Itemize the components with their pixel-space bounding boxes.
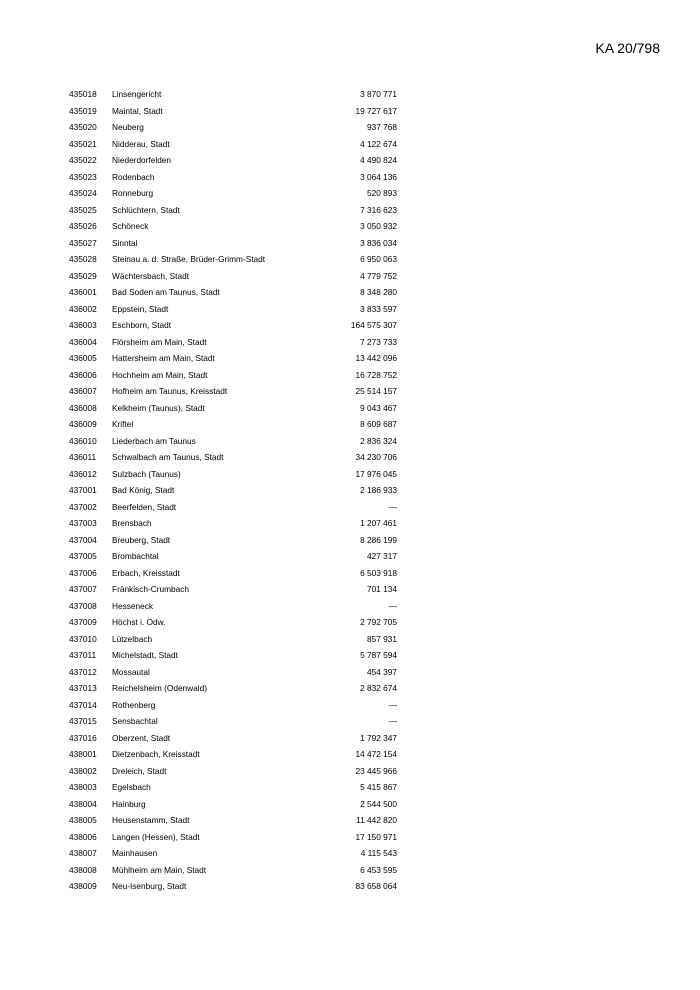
municipality-name: Beerfelden, Stadt bbox=[112, 501, 177, 512]
page-identifier: KA 20/798 bbox=[595, 40, 660, 56]
municipality-name: Hofheim am Taunus, Kreisstadt bbox=[112, 386, 228, 396]
amount-value: 17 150 971 bbox=[355, 831, 397, 842]
amount-value: 16 728 752 bbox=[355, 369, 397, 380]
municipality-code: 438003 bbox=[69, 782, 97, 792]
amount-value: 857 931 bbox=[367, 633, 397, 644]
table-row bbox=[69, 614, 397, 631]
amount-value: 13 442 096 bbox=[355, 353, 397, 363]
amount-value: 7 273 733 bbox=[360, 336, 397, 347]
municipality-name: Brombachtal bbox=[112, 551, 159, 561]
table-row bbox=[69, 301, 397, 318]
amount-value: 6 950 063 bbox=[360, 254, 397, 264]
table-row bbox=[69, 136, 397, 153]
amount-value: 3 064 136 bbox=[360, 171, 397, 182]
table-row bbox=[69, 845, 397, 862]
table-row bbox=[69, 796, 397, 813]
table-row bbox=[69, 878, 397, 895]
table-row bbox=[69, 185, 397, 202]
amount-value: 8 609 687 bbox=[360, 419, 397, 429]
municipality-name: Neu-Isenburg, Stadt bbox=[112, 881, 187, 891]
municipality-name: Heusenstamm, Stadt bbox=[112, 815, 190, 825]
table-row bbox=[69, 779, 397, 796]
table-row bbox=[69, 433, 397, 450]
table-row bbox=[69, 367, 397, 384]
municipality-code: 435021 bbox=[69, 138, 97, 149]
municipality-code: 436003 bbox=[69, 320, 97, 330]
municipality-table bbox=[69, 86, 397, 895]
municipality-name: Flörsheim am Main, Stadt bbox=[112, 336, 207, 347]
municipality-name: Mossautal bbox=[112, 666, 150, 677]
amount-value: 6 503 918 bbox=[360, 567, 397, 578]
municipality-code: 436005 bbox=[69, 353, 97, 363]
table-row bbox=[69, 697, 397, 714]
amount-value: 8 348 280 bbox=[360, 287, 397, 297]
municipality-code: 436002 bbox=[69, 303, 97, 314]
table-row bbox=[69, 251, 397, 268]
municipality-name: Fränkisch-Crumbach bbox=[112, 584, 189, 594]
amount-value: 2 544 500 bbox=[360, 798, 397, 809]
table-row bbox=[69, 152, 397, 169]
municipality-name: Schwalbach am Taunus, Stadt bbox=[112, 452, 224, 462]
municipality-code: 436007 bbox=[69, 386, 97, 396]
municipality-name: Bad König, Stadt bbox=[112, 485, 175, 495]
amount-value: 4 115 543 bbox=[360, 848, 397, 858]
municipality-name: Eppstein, Stadt bbox=[112, 303, 169, 314]
amount-value: 164 575 307 bbox=[350, 320, 397, 330]
amount-value: 9 043 467 bbox=[360, 402, 397, 413]
table-row bbox=[69, 730, 397, 747]
municipality-code: 437009 bbox=[69, 617, 97, 627]
municipality-code: 436010 bbox=[69, 435, 97, 446]
table-row bbox=[69, 169, 397, 186]
municipality-name: Egelsbach bbox=[112, 782, 151, 792]
amount-value: 3 836 034 bbox=[360, 237, 397, 248]
municipality-code: 437013 bbox=[69, 683, 97, 693]
municipality-name: Erbach, Kreisstadt bbox=[112, 567, 180, 578]
municipality-name: Rothenberg bbox=[112, 699, 156, 710]
municipality-name: Wächtersbach, Stadt bbox=[112, 270, 190, 281]
municipality-name: Mühlheim am Main, Stadt bbox=[112, 864, 207, 875]
table-row bbox=[69, 631, 397, 648]
municipality-code: 438004 bbox=[69, 798, 97, 809]
municipality-code: 437011 bbox=[69, 650, 97, 660]
municipality-code: 435026 bbox=[69, 221, 97, 231]
amount-value: 5 787 594 bbox=[360, 650, 397, 660]
municipality-code: 437006 bbox=[69, 567, 97, 578]
municipality-name: Linsengericht bbox=[112, 89, 162, 99]
municipality-code: 435024 bbox=[69, 188, 97, 198]
amount-value: 8 286 199 bbox=[360, 534, 397, 545]
table-row bbox=[69, 416, 397, 433]
municipality-code: 437015 bbox=[69, 716, 97, 726]
table-row bbox=[69, 829, 397, 846]
amount-value: 17 976 045 bbox=[355, 468, 397, 479]
municipality-name: Hochheim am Main, Stadt bbox=[112, 369, 208, 380]
amount-value: 454 397 bbox=[367, 666, 397, 677]
municipality-name: Ronneburg bbox=[112, 188, 154, 198]
table-row bbox=[69, 532, 397, 549]
table-row bbox=[69, 598, 397, 615]
table-row bbox=[69, 103, 397, 120]
amount-value: 3 870 771 bbox=[360, 89, 397, 99]
municipality-name: Dreieich, Stadt bbox=[112, 765, 167, 776]
table-row bbox=[69, 268, 397, 285]
municipality-name: Sulzbach (Taunus) bbox=[112, 468, 181, 479]
amount-value: 4 490 824 bbox=[360, 155, 397, 165]
amount-value: 4 122 674 bbox=[360, 138, 397, 149]
municipality-name: Liederbach am Taunus bbox=[112, 435, 196, 446]
municipality-name: Maintal, Stadt bbox=[112, 105, 163, 116]
table-row bbox=[69, 713, 397, 730]
amount-value: 2 186 933 bbox=[360, 485, 397, 495]
amount-value: 2 836 324 bbox=[360, 435, 397, 446]
municipality-code: 435019 bbox=[69, 105, 97, 116]
amount-value: 34 230 706 bbox=[355, 452, 397, 462]
table-row bbox=[69, 449, 397, 466]
municipality-name: Lützelbach bbox=[112, 633, 153, 644]
table-row bbox=[69, 86, 397, 103]
municipality-code: 438001 bbox=[69, 749, 97, 759]
table-row bbox=[69, 812, 397, 829]
municipality-code: 437008 bbox=[69, 600, 97, 611]
municipality-code: 437016 bbox=[69, 732, 97, 743]
municipality-code: 438002 bbox=[69, 765, 97, 776]
municipality-name: Langen (Hessen), Stadt bbox=[112, 831, 200, 842]
municipality-name: Nidderau, Stadt bbox=[112, 138, 170, 149]
municipality-code: 438005 bbox=[69, 815, 97, 825]
municipality-code: 435027 bbox=[69, 237, 97, 248]
municipality-code: 437010 bbox=[69, 633, 97, 644]
municipality-code: 437005 bbox=[69, 551, 97, 561]
table-row bbox=[69, 202, 397, 219]
municipality-code: 438007 bbox=[69, 848, 97, 858]
municipality-name: Steinau a. d. Straße, Brüder-Grimm-Stadt bbox=[112, 254, 266, 264]
municipality-name: Brensbach bbox=[112, 518, 152, 528]
municipality-code: 436004 bbox=[69, 336, 97, 347]
municipality-name: Schöneck bbox=[112, 221, 149, 231]
municipality-name: Reichelsheim (Odenwald) bbox=[112, 683, 207, 693]
municipality-code: 436009 bbox=[69, 419, 97, 429]
amount-value: 937 768 bbox=[367, 122, 397, 132]
table-row bbox=[69, 482, 397, 499]
municipality-code: 436001 bbox=[69, 287, 97, 297]
municipality-name: Sinntal bbox=[112, 237, 138, 248]
amount-value: 520 893 bbox=[367, 188, 397, 198]
municipality-name: Hainburg bbox=[112, 798, 146, 809]
municipality-code: 437003 bbox=[69, 518, 97, 528]
municipality-code: 437004 bbox=[69, 534, 97, 545]
table-row bbox=[69, 515, 397, 532]
amount-value: 7 316 623 bbox=[360, 204, 397, 215]
municipality-code: 435018 bbox=[69, 89, 97, 99]
amount-value: 1 792 347 bbox=[360, 732, 397, 743]
municipality-name: Kelkheim (Taunus), Stadt bbox=[112, 402, 205, 413]
amount-value: 14 472 154 bbox=[355, 749, 397, 759]
municipality-code: 436006 bbox=[69, 369, 97, 380]
table-row bbox=[69, 680, 397, 697]
table-row bbox=[69, 647, 397, 664]
amount-value: 23 445 966 bbox=[355, 765, 397, 776]
amount-value: — bbox=[388, 716, 397, 726]
municipality-code: 435028 bbox=[69, 254, 97, 264]
amount-value: — bbox=[388, 501, 397, 512]
municipality-name: Rodenbach bbox=[112, 171, 155, 182]
table-row bbox=[69, 763, 397, 780]
amount-value: 25 514 157 bbox=[355, 386, 397, 396]
table-row bbox=[69, 400, 397, 417]
table-row bbox=[69, 218, 397, 235]
table-row bbox=[69, 499, 397, 516]
municipality-code: 435025 bbox=[69, 204, 97, 215]
municipality-code: 436011 bbox=[69, 452, 97, 462]
table-row bbox=[69, 664, 397, 681]
municipality-code: 435029 bbox=[69, 270, 97, 281]
amount-value: 701 134 bbox=[367, 584, 397, 594]
municipality-name: Bad Soden am Taunus, Stadt bbox=[112, 287, 220, 297]
amount-value: 427 317 bbox=[367, 551, 397, 561]
amount-value: 4 779 752 bbox=[360, 270, 397, 281]
amount-value: 3 050 932 bbox=[360, 221, 397, 231]
table-row bbox=[69, 317, 397, 334]
municipality-name: Breuberg, Stadt bbox=[112, 534, 171, 545]
amount-value: — bbox=[388, 600, 397, 611]
table-row bbox=[69, 466, 397, 483]
table-row bbox=[69, 334, 397, 351]
municipality-code: 437001 bbox=[69, 485, 97, 495]
municipality-code: 437012 bbox=[69, 666, 97, 677]
municipality-code: 438006 bbox=[69, 831, 97, 842]
table-row bbox=[69, 581, 397, 598]
amount-value: 1 207 461 bbox=[360, 518, 397, 528]
municipality-code: 437002 bbox=[69, 501, 97, 512]
municipality-code: 435020 bbox=[69, 122, 97, 132]
amount-value: 2 832 674 bbox=[360, 683, 397, 693]
municipality-name: Eschborn, Stadt bbox=[112, 320, 172, 330]
amount-value: 5 415 867 bbox=[360, 782, 397, 792]
municipality-name: Neuberg bbox=[112, 122, 144, 132]
municipality-name: Niederdorfelden bbox=[112, 155, 172, 165]
municipality-code: 435022 bbox=[69, 155, 97, 165]
table-row bbox=[69, 548, 397, 565]
municipality-code: 437007 bbox=[69, 584, 97, 594]
municipality-code: 438008 bbox=[69, 864, 97, 875]
municipality-name: Höchst i. Odw. bbox=[112, 617, 166, 627]
municipality-name: Oberzent, Stadt bbox=[112, 732, 171, 743]
amount-value: 19 727 617 bbox=[355, 105, 397, 116]
amount-value: — bbox=[388, 699, 397, 710]
municipality-code: 436012 bbox=[69, 468, 97, 479]
municipality-name: Sensbachtal bbox=[112, 716, 158, 726]
municipality-code: 435023 bbox=[69, 171, 97, 182]
table-row bbox=[69, 350, 397, 367]
municipality-name: Hesseneck bbox=[112, 600, 154, 611]
table-row bbox=[69, 565, 397, 582]
table-row bbox=[69, 383, 397, 400]
municipality-name: Kriftel bbox=[112, 419, 134, 429]
amount-value: 11 442 820 bbox=[356, 815, 397, 825]
table-row bbox=[69, 746, 397, 763]
municipality-name: Hattersheim am Main, Stadt bbox=[112, 353, 215, 363]
municipality-name: Schlüchtern, Stadt bbox=[112, 204, 180, 215]
table-row bbox=[69, 119, 397, 136]
amount-value: 6 453 595 bbox=[360, 864, 397, 875]
table-row bbox=[69, 284, 397, 301]
municipality-code: 437014 bbox=[69, 699, 97, 710]
amount-value: 2 792 705 bbox=[360, 617, 397, 627]
municipality-name: Michelstadt, Stadt bbox=[112, 650, 178, 660]
table-row bbox=[69, 862, 397, 879]
table-row bbox=[69, 235, 397, 252]
municipality-name: Dietzenbach, Kreisstadt bbox=[112, 749, 200, 759]
municipality-code: 436008 bbox=[69, 402, 97, 413]
municipality-name: Mainhausen bbox=[112, 848, 158, 858]
amount-value: 3 833 597 bbox=[360, 303, 397, 314]
municipality-code: 438009 bbox=[69, 881, 97, 891]
amount-value: 83 658 064 bbox=[355, 881, 397, 891]
